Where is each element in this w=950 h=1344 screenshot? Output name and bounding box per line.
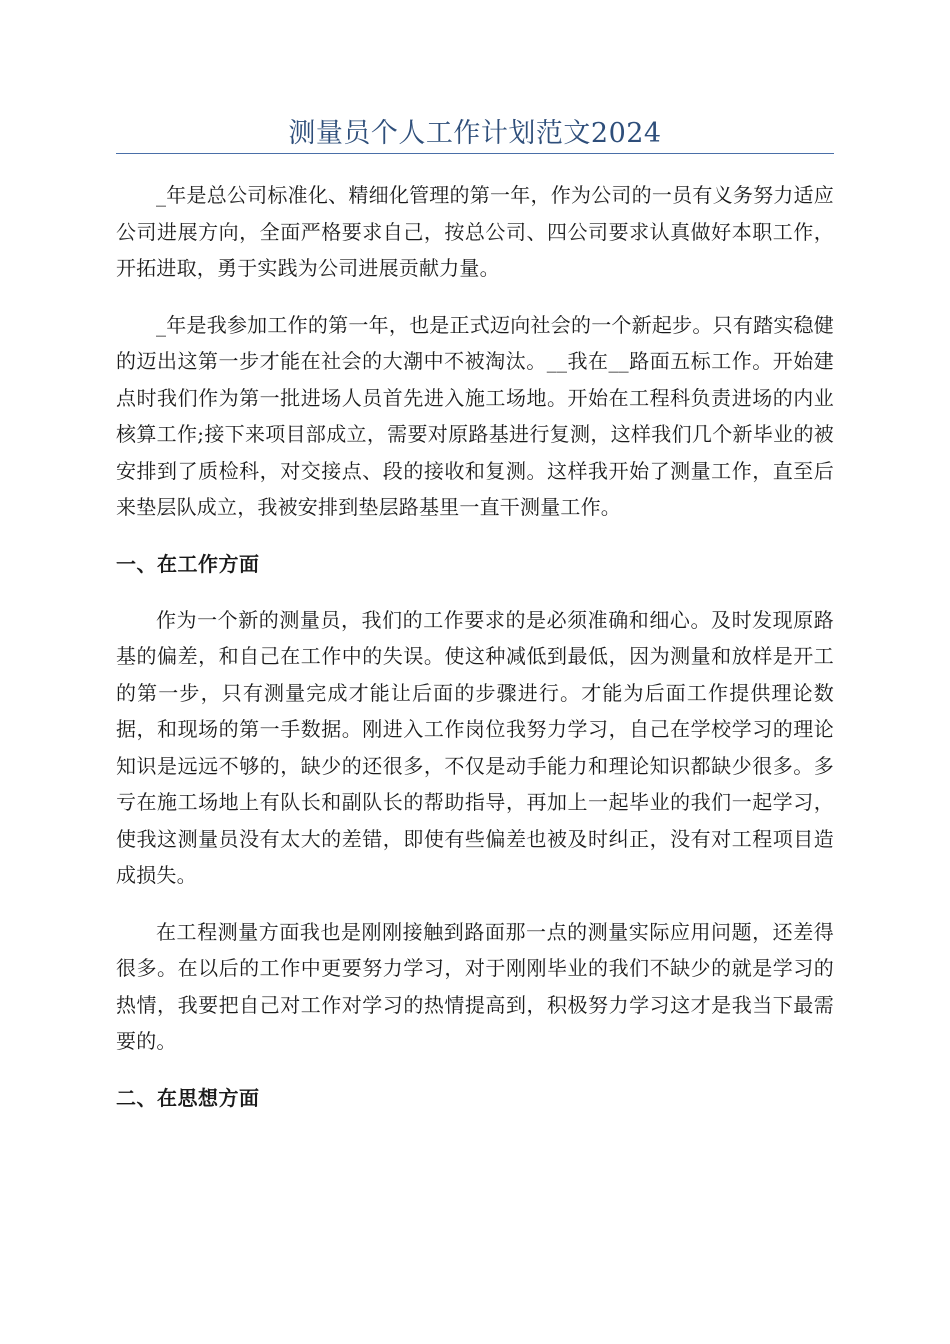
intro-paragraph-1: _年是总公司标准化、精细化管理的第一年，作为公司的一员有义务努力适应公司进展方向，全面严格要求自己，按总公司、四公司要求认真做好本职工作，开拓进取，勇于实践为公司进展贡献力量。: [116, 183, 834, 280]
section-heading-work: 一、在工作方面: [116, 551, 260, 576]
intro-paragraph-2: _年是我参加工作的第一年，也是正式迈向社会的一个新起步。只有踏实稳健的迈出这第一步才能在社会的大潮中不被淘汰。__我在__路面五标工作。开始建点时我们作为第一批进场人员首先进入施工场地。开始在工程科负责进场的内业核算工作;接下来项目部成立，需要对原路基进行复测，这样我们几个新毕业的被安排到了质检科，对交接点、段的接收和复测。这样我开始了测量工作，直至后来垫层队成立，我被安排到垫层路基里一直干测量工作。: [116, 312, 834, 519]
title-underline: [116, 153, 834, 154]
document-title: 测量员个人工作计划范文2024: [288, 118, 662, 149]
section-heading-thought: 二、在思想方面: [116, 1085, 260, 1110]
work-paragraph-1: 作为一个新的测量员，我们的工作要求的是必须准确和细心。及时发现原路基的偏差，和自己在工作中的失误。使这种减低到最低，因为测量和放样是开工的第一步，只有测量完成才能让后面的步骤进行。才能为后面工作提供理论数据，和现场的第一手数据。刚进入工作岗位我努力学习，自己在学校学习的理论知识是远远不够的，缺少的还很多，不仅是动手能力和理论知识都缺少很多。多亏在施工场地上有队长和副队长的帮助指导，再加上一起毕业的我们一起学习，使我这测量员没有太大的差错，即使有些偏差也被及时纠正，没有对工程项目造成损失。: [116, 607, 834, 887]
document-body: [116, 177, 834, 1136]
work-paragraph-2: 在工程测量方面我也是刚刚接触到路面那一点的测量实际应用问题，还差得很多。在以后的工作中更要努力学习，对于刚刚毕业的我们不缺少的就是学习的热情，我要把自己对工作对学习的热情提高到，积极努力学习这才是我当下最需要的。: [116, 919, 834, 1053]
